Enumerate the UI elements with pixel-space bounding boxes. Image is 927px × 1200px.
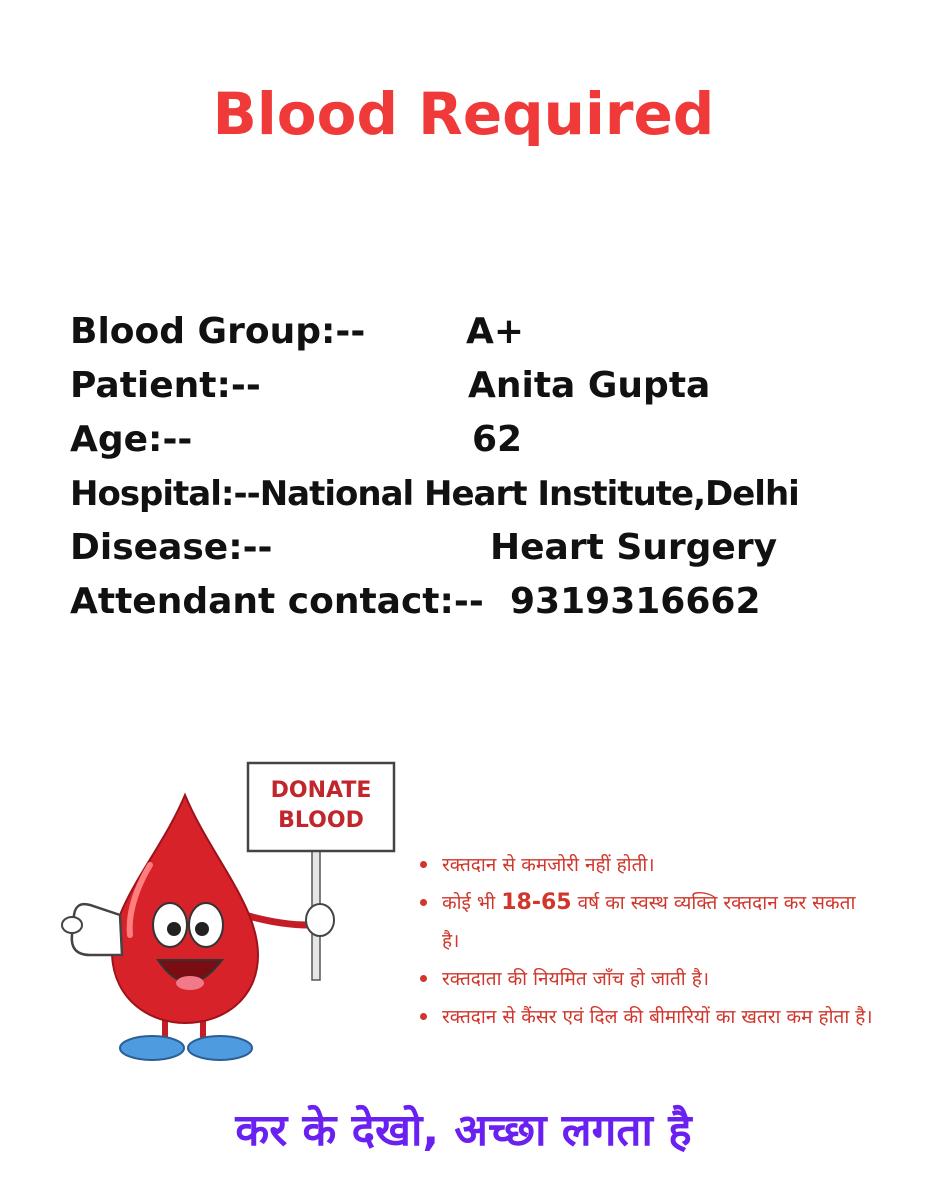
disease-value: Heart Surgery	[490, 527, 778, 568]
patient-label: Patient:--	[70, 365, 261, 406]
age-value: 62	[472, 419, 523, 460]
benefit-text-2-pre: कोई भी	[442, 892, 502, 914]
benefit-text-4: रक्तदान से कैंसर एवं दिल की बीमारियों का खतरा कम होता है।	[442, 1006, 873, 1028]
left-shoe	[120, 1036, 184, 1060]
benefit-text-3: रक्तदाता की नियमित जाँच हो जाती है।	[442, 968, 710, 990]
blood-drop-mascot	[40, 755, 420, 1075]
blood-group-label: Blood Group:--	[70, 311, 366, 352]
slogan: कर के देखो, अच्छा लगता है	[235, 1105, 692, 1156]
benefit-item	[418, 960, 878, 998]
right-shoe	[188, 1036, 252, 1060]
patient-value: Anita Gupta	[468, 365, 711, 406]
benefit-text-2-post: वर्ष का स्वस्थ व्यक्ति रक्तदान कर सकता है।	[442, 892, 856, 952]
left-pupil	[167, 922, 181, 936]
age-label: Age:--	[70, 419, 193, 460]
right-arm	[245, 915, 308, 925]
donate-sign	[248, 763, 394, 851]
page-title: Blood Required	[212, 80, 715, 148]
right-glove	[306, 904, 334, 936]
sign-line-1: DONATE	[270, 778, 372, 803]
sign-line-2: BLOOD	[278, 808, 364, 833]
contact-label: Attendant contact:--	[70, 581, 484, 622]
hospital-text: Hospital:--National Heart Institute,Delhi	[70, 474, 799, 514]
disease-label: Disease:--	[70, 527, 273, 568]
benefit-item	[418, 998, 878, 1036]
benefit-item	[418, 846, 878, 884]
benefit-text-1: रक्तदान से कमजोरी नहीं होती।	[442, 854, 655, 876]
blood-group-value: A+	[466, 311, 525, 352]
benefit-item	[418, 884, 878, 960]
tongue	[176, 976, 204, 990]
age-range-highlight: 18-65	[501, 890, 572, 915]
pointing-finger	[62, 917, 82, 933]
contact-value: 9319316662	[510, 581, 761, 622]
right-pupil	[195, 922, 209, 936]
benefits-list	[418, 846, 878, 1036]
